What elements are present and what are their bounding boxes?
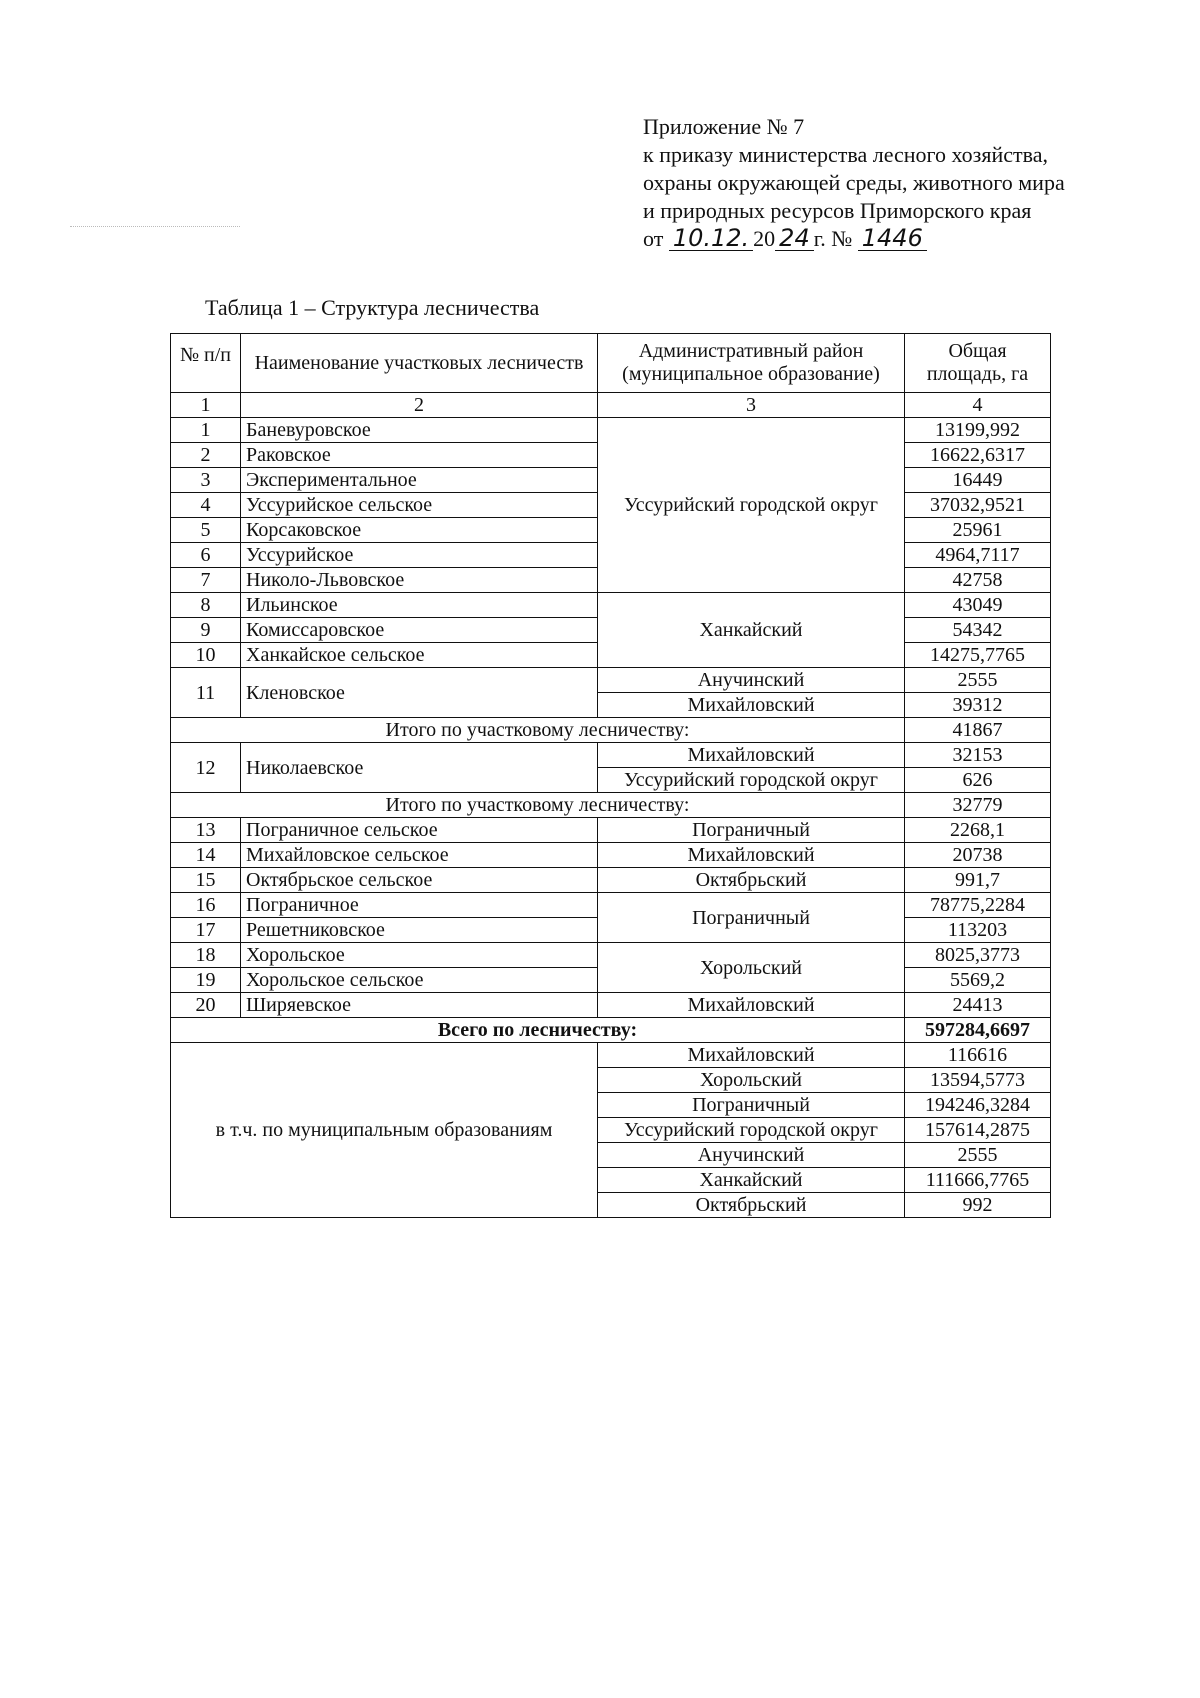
row-name: Комиссаровское xyxy=(241,618,598,643)
row-num: 10 xyxy=(171,643,241,668)
municipal-area: 13594,5773 xyxy=(905,1068,1051,1093)
table-row xyxy=(171,818,1051,843)
total-label: Всего по лесничеству: xyxy=(171,1018,905,1043)
appendix-title: Приложение № 7 xyxy=(643,114,805,139)
row-num: 19 xyxy=(171,968,241,993)
row-name: Хорольское xyxy=(241,943,598,968)
row-area: 5569,2 xyxy=(905,968,1051,993)
header-area: Общая площадь, га xyxy=(905,334,1051,393)
table-row xyxy=(171,593,1051,618)
appendix-line: и природных ресурсов Приморского края xyxy=(643,198,1032,223)
municipal-district: Пограничный xyxy=(598,1093,905,1118)
row-num: 18 xyxy=(171,943,241,968)
row-name: Корсаковское xyxy=(241,518,598,543)
row-num: 12 xyxy=(171,743,241,793)
row-district: Михайловский xyxy=(598,693,905,718)
municipal-district: Октябрьский xyxy=(598,1193,905,1218)
subtotal-value: 41867 xyxy=(905,718,1051,743)
row-num: 7 xyxy=(171,568,241,593)
row-name: Михайловское сельское xyxy=(241,843,598,868)
row-num: 16 xyxy=(171,893,241,918)
header-num: № п/п xyxy=(171,334,241,393)
municipal-area: 194246,3284 xyxy=(905,1093,1051,1118)
appendix-header xyxy=(643,113,1163,253)
row-area: 14275,7765 xyxy=(905,643,1051,668)
row-num: 9 xyxy=(171,618,241,643)
row-area: 626 xyxy=(905,768,1051,793)
row-area: 42758 xyxy=(905,568,1051,593)
municipal-area: 157614,2875 xyxy=(905,1118,1051,1143)
table-row xyxy=(171,868,1051,893)
column-number-row xyxy=(171,393,1051,418)
row-num: 1 xyxy=(171,418,241,443)
row-district: Хорольский xyxy=(598,943,905,993)
header-name: Наименование участковых лесничеств xyxy=(241,334,598,393)
municipal-district: Хорольский xyxy=(598,1068,905,1093)
total-value: 597284,6697 xyxy=(905,1018,1051,1043)
row-area: 78775,2284 xyxy=(905,893,1051,918)
row-num: 3 xyxy=(171,468,241,493)
column-number: 4 xyxy=(905,393,1051,418)
table-row xyxy=(171,668,1051,693)
row-district: Михайловский xyxy=(598,743,905,768)
row-district: Пограничный xyxy=(598,818,905,843)
order-date-line xyxy=(643,225,1163,253)
row-num: 20 xyxy=(171,993,241,1018)
year-suffix: г. № xyxy=(813,226,853,251)
row-name: Уссурийское сельское xyxy=(241,493,598,518)
row-num: 11 xyxy=(171,668,241,718)
row-district: Пограничный xyxy=(598,893,905,943)
row-area: 2555 xyxy=(905,668,1051,693)
municipal-area: 116616 xyxy=(905,1043,1051,1068)
row-district: Анучинский xyxy=(598,668,905,693)
handwritten-order-number: 1446 xyxy=(858,226,927,251)
municipal-area: 992 xyxy=(905,1193,1051,1218)
row-area: 39312 xyxy=(905,693,1051,718)
municipal-district: Уссурийский городской округ xyxy=(598,1118,905,1143)
column-number: 1 xyxy=(171,393,241,418)
municipal-district: Ханкайский xyxy=(598,1168,905,1193)
scan-artifact xyxy=(70,226,240,228)
table-row xyxy=(171,743,1051,768)
row-name: Экспериментальное xyxy=(241,468,598,493)
row-area: 24413 xyxy=(905,993,1051,1018)
row-name: Пограничное сельское xyxy=(241,818,598,843)
header-district: Административный район (муниципальное образование) xyxy=(598,334,905,393)
subtotal-label: Итого по участковому лесничеству: xyxy=(171,793,905,818)
handwritten-year: 24 xyxy=(775,226,814,251)
row-area: 16449 xyxy=(905,468,1051,493)
year-prefix: 20 xyxy=(753,226,776,251)
appendix-line: к приказу министерства лесного хозяйства, xyxy=(643,142,1049,167)
row-num: 13 xyxy=(171,818,241,843)
row-district: Ханкайский xyxy=(598,593,905,668)
row-district: Октябрьский xyxy=(598,868,905,893)
row-num: 8 xyxy=(171,593,241,618)
table-row xyxy=(171,843,1051,868)
municipal-district: Михайловский xyxy=(598,1043,905,1068)
row-area: 4964,7117 xyxy=(905,543,1051,568)
row-name: Ханкайское сельское xyxy=(241,643,598,668)
row-name: Уссурийское xyxy=(241,543,598,568)
row-num: 6 xyxy=(171,543,241,568)
row-area: 2268,1 xyxy=(905,818,1051,843)
row-area: 32153 xyxy=(905,743,1051,768)
row-name: Николо-Львовское xyxy=(241,568,598,593)
row-area: 8025,3773 xyxy=(905,943,1051,968)
row-name: Пограничное xyxy=(241,893,598,918)
row-area: 54342 xyxy=(905,618,1051,643)
column-number: 2 xyxy=(241,393,598,418)
row-name: Николаевское xyxy=(241,743,598,793)
row-area: 991,7 xyxy=(905,868,1051,893)
row-area: 13199,992 xyxy=(905,418,1051,443)
municipal-label: в т.ч. по муниципальным образованиям xyxy=(171,1043,598,1218)
row-district: Михайловский xyxy=(598,993,905,1018)
row-name: Хорольское сельское xyxy=(241,968,598,993)
row-num: 14 xyxy=(171,843,241,868)
row-district: Уссурийский городской округ xyxy=(598,768,905,793)
table-row xyxy=(171,893,1051,918)
row-name: Ширяевское xyxy=(241,993,598,1018)
row-num: 15 xyxy=(171,868,241,893)
subtotal-row xyxy=(171,718,1051,743)
row-num: 17 xyxy=(171,918,241,943)
table-header-row xyxy=(171,334,1051,393)
row-name: Решетниковское xyxy=(241,918,598,943)
municipal-district: Анучинский xyxy=(598,1143,905,1168)
row-area: 43049 xyxy=(905,593,1051,618)
row-num: 4 xyxy=(171,493,241,518)
row-num: 5 xyxy=(171,518,241,543)
row-name: Ильинское xyxy=(241,593,598,618)
row-area: 37032,9521 xyxy=(905,493,1051,518)
row-name: Раковское xyxy=(241,443,598,468)
table-row xyxy=(171,993,1051,1018)
column-number: 3 xyxy=(598,393,905,418)
municipal-area: 2555 xyxy=(905,1143,1051,1168)
row-name: Октябрьское сельское xyxy=(241,868,598,893)
row-num: 2 xyxy=(171,443,241,468)
municipal-area: 111666,7765 xyxy=(905,1168,1051,1193)
row-name: Кленовское xyxy=(241,668,598,718)
row-name: Баневуровское xyxy=(241,418,598,443)
municipal-row xyxy=(171,1043,1051,1068)
subtotal-label: Итого по участковому лесничеству: xyxy=(171,718,905,743)
row-area: 16622,6317 xyxy=(905,443,1051,468)
forestry-structure-table xyxy=(170,333,1051,1218)
subtotal-value: 32779 xyxy=(905,793,1051,818)
row-area: 113203 xyxy=(905,918,1051,943)
order-prefix: от xyxy=(643,226,664,251)
row-area: 20738 xyxy=(905,843,1051,868)
table-row xyxy=(171,418,1051,443)
appendix-line: охраны окружающей среды, животного мира xyxy=(643,170,1065,195)
handwritten-date: 10.12. xyxy=(669,226,753,251)
subtotal-row xyxy=(171,793,1051,818)
row-district: Уссурийский городской округ xyxy=(598,418,905,593)
table-row xyxy=(171,943,1051,968)
row-district: Михайловский xyxy=(598,843,905,868)
row-area: 25961 xyxy=(905,518,1051,543)
total-row xyxy=(171,1018,1051,1043)
table-title: Таблица 1 – Структура лесничества xyxy=(205,295,540,320)
